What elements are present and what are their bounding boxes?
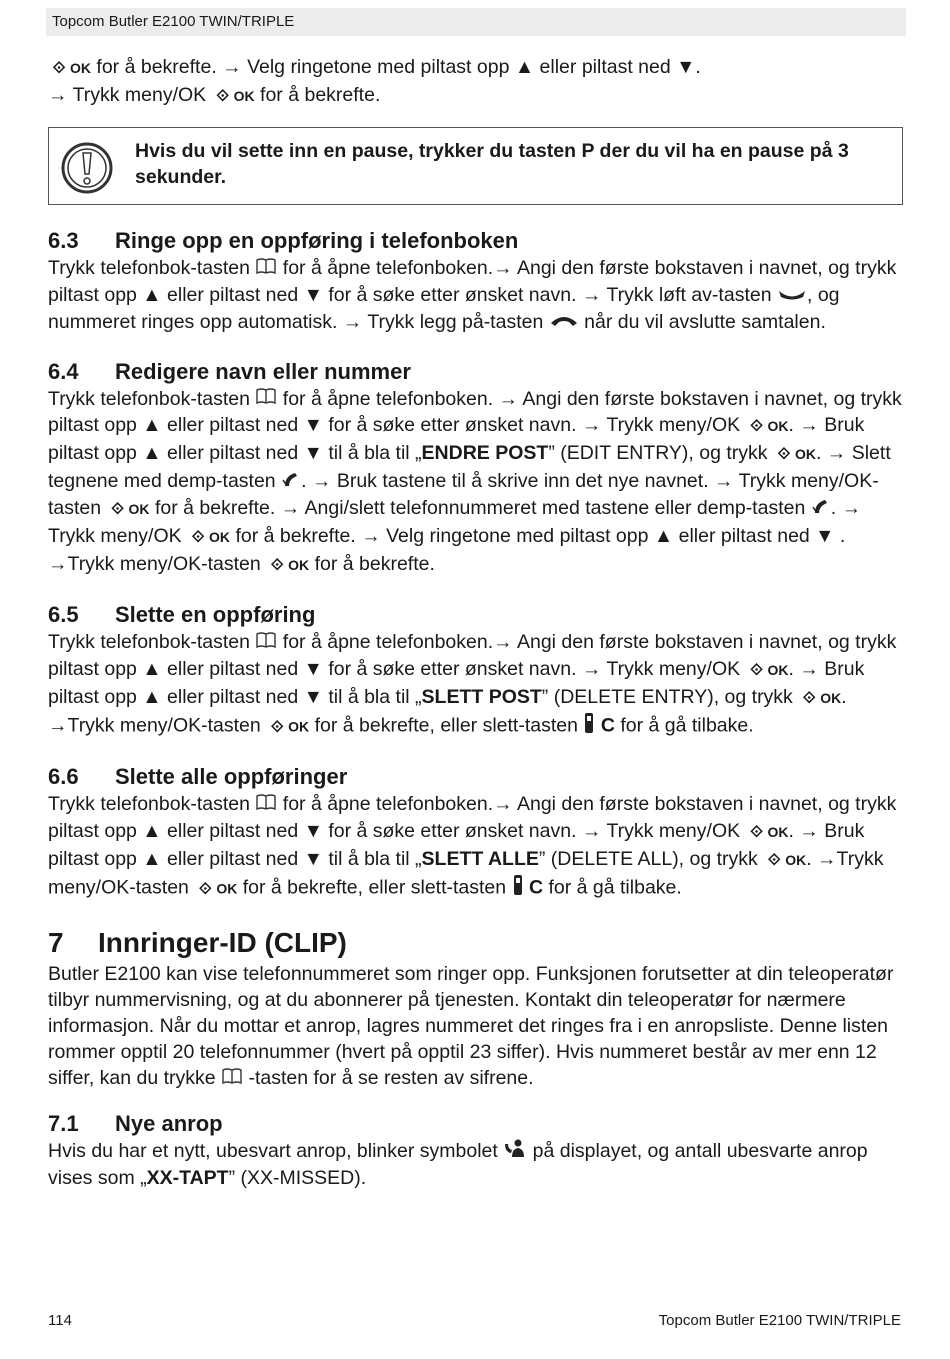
section-paragraph: Trykk telefonbok-tasten for å åpne telefonboken. → Angi den første bokstaven i navnet, og trykk piltast opp ▲ eller piltast ned ▼ for å søke etter ønsket navn. → Trykk meny/OK ⟐ OK. → Bruk piltast opp ▲ eller piltast ned ▼ til å bla til „ENDRE POST” (EDIT ENTRY), og trykk ⟐ OK. → Slett tegnene med demp-tasten . → Bruk tastene til å skrive inn det nye navnet. → Trykk meny/OK-tasten ⟐ OK for å bekrefte. → Angi/slett telefonnummeret med tastene eller demp-tasten . → Trykk meny/OK ⟐ OK for å bekrefte. → Velg ringetone med piltast opp ▲ eller piltast ned ▼ . →Trykk meny/OK-tasten ⟐ OK for å bekrefte. [48, 386, 903, 580]
section-heading: 7.1 Nye anrop [48, 1110, 223, 1136]
end-call-key-icon [549, 310, 579, 336]
handset-icon [512, 874, 524, 903]
section-heading: 6.6 Slette alle oppføringer [48, 764, 348, 790]
phonebook-icon [255, 386, 277, 412]
section-paragraph: Trykk telefonbok-tasten for å åpne telefonboken.→ Angi den første bokstaven i navnet, og trykk piltast opp ▲ eller piltast ned ▼ for å søke etter ønsket navn. → Trykk meny/OK ⟐ OK. → Bruk piltast opp ▲ eller piltast ned ▼ til å bla til „SLETT ALLE” (DELETE ALL), og trykk ⟐ OK. →Trykk meny/OK-tasten ⟐ OK for å bekrefte, eller slett-tasten C for å gå tilbake. [48, 791, 903, 903]
mute-key-icon [281, 469, 301, 495]
warning-note [48, 127, 903, 205]
footer-title: Topcom Butler E2100 TWIN/TRIPLE [658, 1312, 901, 1329]
ok-key-icon: ⟐ [199, 880, 212, 898]
ok-key-icon: ⟐ [111, 501, 124, 519]
phonebook-icon [255, 630, 277, 656]
intro-text: for å bekrefte. [260, 84, 381, 106]
handset-icon [583, 712, 595, 741]
chapter-heading: 7 Innringer-ID (CLIP) [48, 926, 347, 958]
section-paragraph: Hvis du har et nytt, ubesvart anrop, blinker symbolet på displayet, og antall ubesvarte anrop vises som „XX-TAPT” (XX-MISSED). [48, 1139, 868, 1190]
phonebook-icon [255, 256, 277, 282]
section-heading: 6.5 Slette en oppføring [48, 602, 316, 628]
phonebook-icon [255, 792, 277, 818]
page-content [48, 54, 903, 1191]
ok-key-icon: ⟐ [191, 529, 205, 547]
ok-key-icon: ⟐ [767, 851, 781, 869]
ok-key-icon: ⟐ [750, 662, 763, 680]
intro-text: for å bekrefte. → Velg ringetone med piltast opp ▲ eller piltast ned ▼. [96, 56, 701, 78]
ok-key-icon: ⟐ [802, 690, 816, 708]
page-header: Topcom Butler E2100 TWIN/TRIPLE [46, 8, 906, 36]
intro-text: → Trykk meny/OK [48, 84, 207, 106]
call-key-icon [777, 283, 807, 309]
warning-text: Hvis du vil sette inn en pause, trykker du tasten P der du vil ha en pause på 3 sekunder. [135, 140, 849, 188]
intro-line-1 [48, 54, 903, 82]
phonebook-icon [221, 1066, 243, 1092]
mute-key-icon [811, 496, 831, 522]
missed-call-icon [503, 1138, 527, 1165]
section-heading: 6.4 Redigere navn eller nummer [48, 358, 411, 384]
section-paragraph: Trykk telefonbok-tasten for å åpne telefonboken.→ Angi den første bokstaven i navnet, og trykk piltast opp ▲ eller piltast ned ▼ for å søke etter ønsket navn. → Trykk meny/OK ⟐ OK. → Bruk piltast opp ▲ eller piltast ned ▼ til å bla til „SLETT POST” (DELETE ENTRY), og trykk ⟐ OK. →Trykk meny/OK-tasten ⟐ OK for å bekrefte, eller slett-tasten C for å gå tilbake. [48, 629, 903, 741]
ok-key-icon: ⟐ [270, 557, 284, 575]
ok-label: OK [70, 60, 91, 76]
ok-key-icon: ⟐ [270, 718, 284, 736]
chapter-paragraph: Butler E2100 kan vise telefonnummeret som ringer opp. Funksjonen forutsetter at din teleoperatør tilbyr nummervisning, og at du abonnerer på tjenesten. Kontakt din teleoperatør for nærmere informasjon. Når du mottar et anrop, lagres nummeret det ringes fra i en anropsliste. Denne listen rommer opptil 20 telefonnummer (hvert på opptil 23 siffer). Hvis nummeret består av mer enn 12 siffer, kan du trykke -tasten for å se resten av sifrene. [48, 961, 903, 1092]
ok-key-icon: ⟐ [216, 88, 229, 105]
section-paragraph: Trykk telefonbok-tasten for å åpne telefonboken.→ Angi den første bokstaven i navnet, og trykk piltast opp ▲ eller piltast ned ▼ for å søke etter ønsket navn. → Trykk løft av-tasten , og nummeret ringes opp automatisk. → Trykk legg på-tasten når du vil avslutte samtalen. [48, 255, 903, 336]
ok-key-icon: ⟐ [750, 823, 763, 841]
page-number: 114 [48, 1312, 72, 1329]
ok-key-icon: ⟐ [750, 418, 763, 436]
ok-key-icon: ⟐ [777, 446, 791, 464]
intro-line-2 [48, 82, 903, 110]
section-heading: 6.3 Ringe opp en oppføring i telefonboken [48, 228, 519, 253]
ok-label: OK [233, 88, 255, 104]
warning-icon [60, 141, 114, 200]
ok-key-icon: ⟐ [52, 60, 66, 77]
